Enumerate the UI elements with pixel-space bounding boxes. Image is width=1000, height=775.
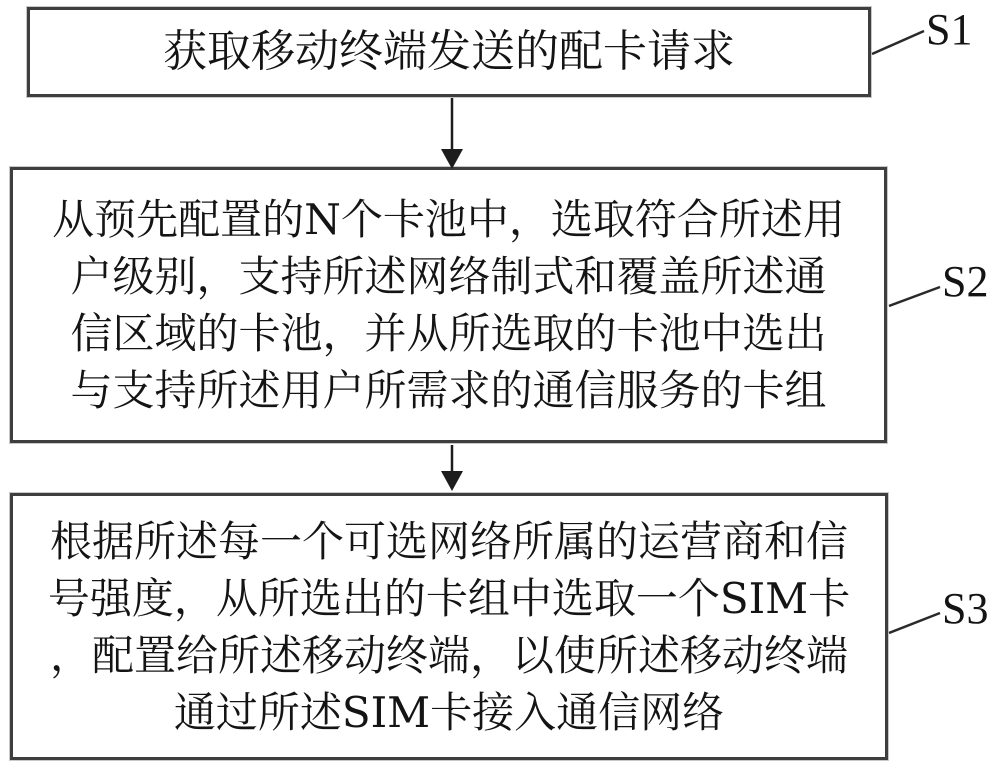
leader-line-s2	[889, 287, 940, 306]
step-s2-text-line: 与支持所述用户所需求的通信服务的卡组	[70, 366, 827, 415]
flowchart-step-s2-box	[10, 167, 887, 443]
flowchart-step-s3-box	[10, 493, 888, 760]
step-label-s2: S2	[942, 257, 989, 306]
leader-line-s3	[889, 613, 940, 633]
step-s2-text-line: 从预先配置的N个卡池中，选取符合所述用	[52, 195, 845, 244]
step-label-s1: S1	[926, 5, 973, 54]
step-s3-text-line: 通过所述SIM卡接入通信网络	[173, 687, 725, 737]
step-s1-text-line: 获取移动终端发送的配卡请求	[163, 26, 735, 77]
step-s3-text-line: 号强度，从所选出的卡组中选取一个SIM卡	[47, 573, 851, 623]
flowchart-step-s1-box	[27, 7, 871, 97]
arrow-s2-to-s3-head-icon	[441, 471, 463, 491]
arrow-s1-to-s2-head-icon	[441, 149, 463, 169]
step-s3-text-line: 根据所述每一个可选网络所属的运营商和信	[49, 516, 848, 566]
step-s2-text-line: 信区域的卡池，并从所选取的卡池中选出	[70, 309, 827, 358]
leader-line-s1	[872, 31, 924, 54]
step-s2-text-line: 户级别，支持所述网络制式和覆盖所述通	[70, 252, 827, 301]
step-label-s3: S3	[942, 584, 989, 633]
step-s3-text-line: ，配置给所述移动终端，以使所述移动终端	[49, 630, 848, 680]
